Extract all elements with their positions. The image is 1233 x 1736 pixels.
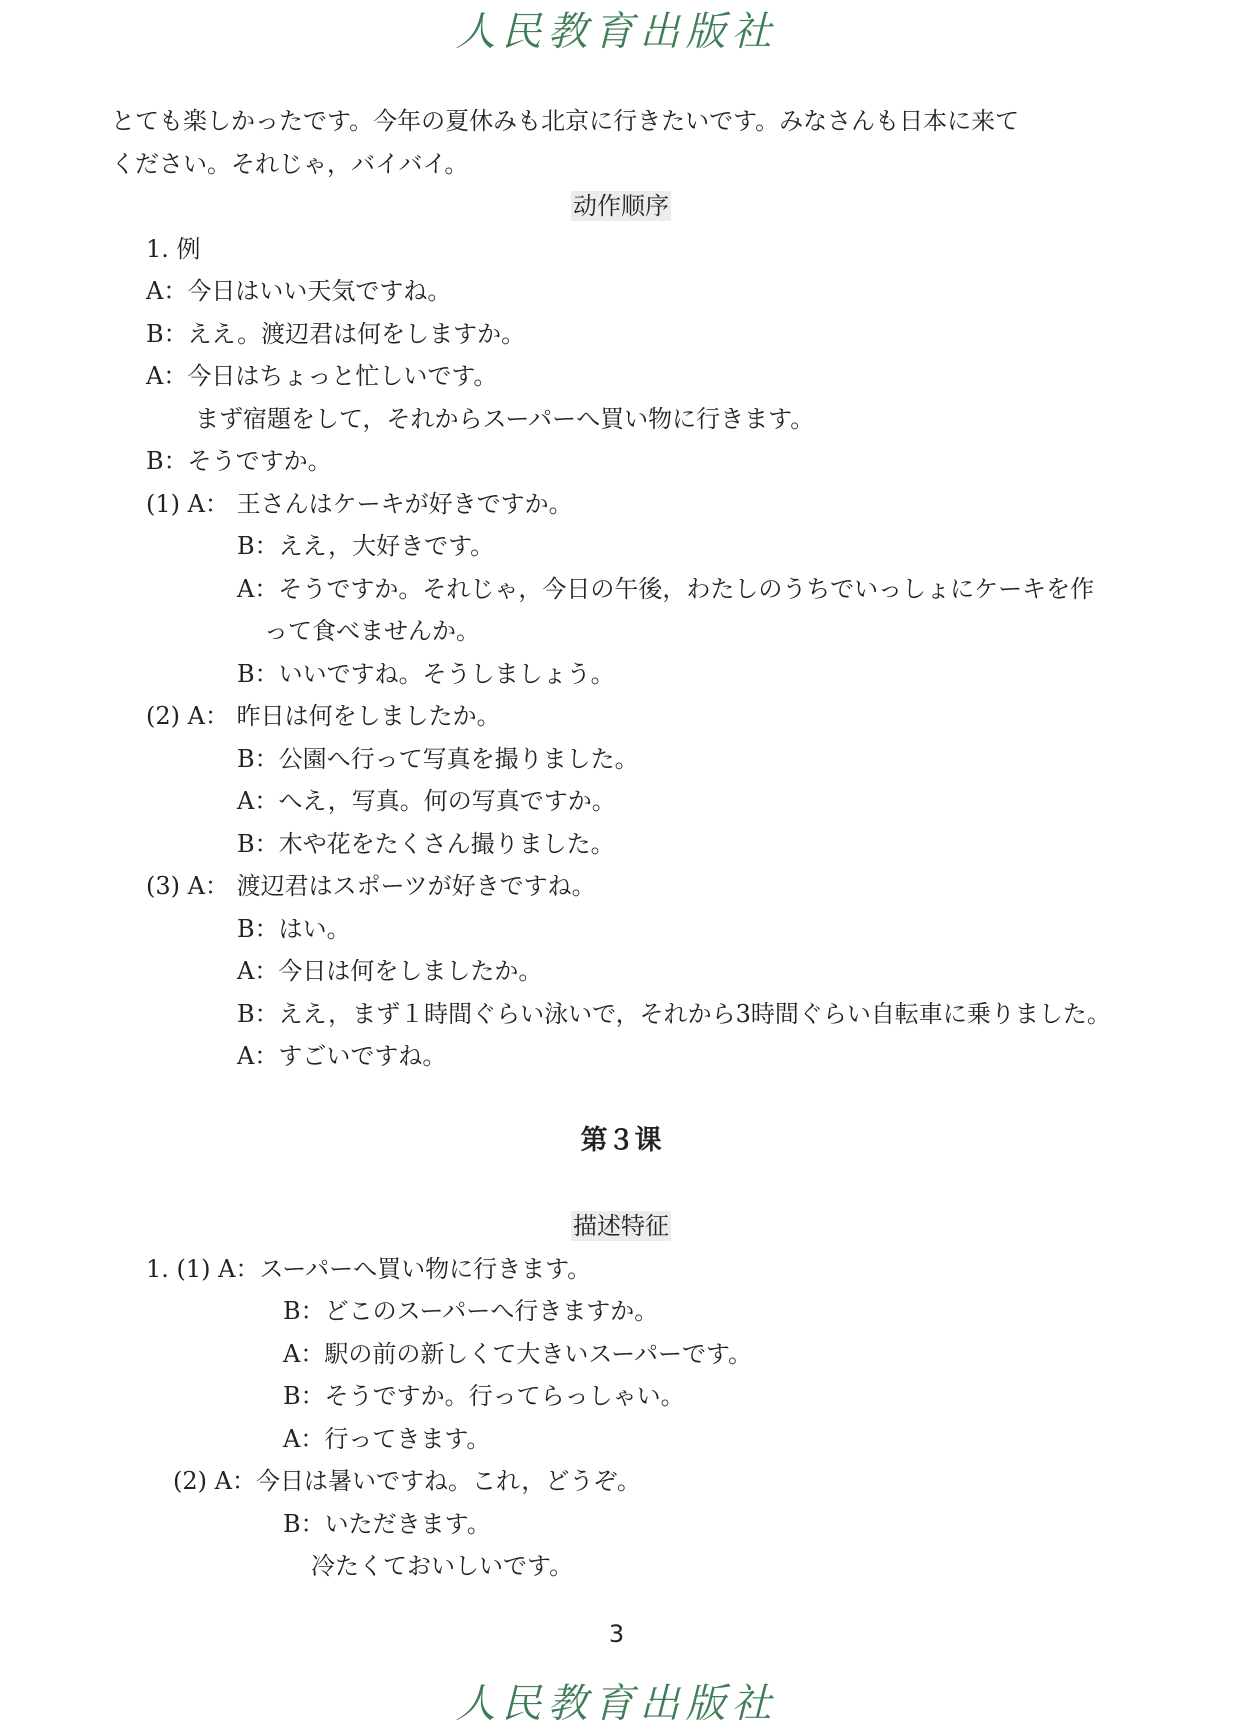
- dialogue-line: A：今日は何をしましたか。: [237, 957, 543, 985]
- dialogue-line: 1. (1) A：スーパーへ買い物に行きます。: [146, 1254, 592, 1283]
- dialogue-line: (1) A： 王さんはケーキが好きですか。: [146, 489, 573, 518]
- dialogue-line: A：今日はいい天気ですね。: [146, 277, 452, 305]
- dialogue-line: B：公園へ行って写真を撮りました。: [237, 744, 639, 773]
- publisher-logo-bottom: 人民教育出版社: [455, 1681, 778, 1727]
- dialogue-line: B：ええ。渡辺君は何をしますか。: [146, 319, 526, 348]
- lesson-title: 第３课: [580, 1125, 662, 1156]
- dialogue-line: A：そうですか。それじゃ，今日の午後，わたしのうちでいっしょにケーキを作: [237, 574, 1095, 603]
- dialogue-line: B：木や花をたくさん撮りました。: [237, 829, 615, 858]
- dialogue-line: B：そうですか。: [146, 447, 332, 475]
- dialogue-line: (2) A：今日は暑いですね。これ，どうぞ。: [173, 1467, 641, 1495]
- section-title: 动作顺序: [573, 192, 669, 220]
- example-label: 1. 例: [146, 234, 201, 263]
- page-number: 3: [608, 1620, 625, 1648]
- dialogue-line: A：へえ，写真。何の写真ですか。: [237, 787, 616, 815]
- dialogue-line: A：行ってきます。: [283, 1424, 491, 1453]
- section-heading-action-order: [111, 185, 1131, 228]
- dialogue-line: B：どこのスーパーへ行きますか。: [283, 1297, 659, 1325]
- dialogue-line: B：ええ，大好きです。: [237, 532, 495, 560]
- dialogue-line: 冷たくておいしいです。: [311, 1552, 574, 1580]
- dialogue-line: (2) A： 昨日は何をしましたか。: [146, 702, 501, 730]
- dialogue-line: B：いいですね。そうしましょう。: [237, 659, 615, 688]
- section-heading-describe-features: [111, 1205, 1131, 1248]
- dialogue-line: って食べませんか。: [264, 617, 480, 645]
- dialogue-line: (3) A： 渡辺君はスポーツが好きですね。: [146, 872, 596, 900]
- dialogue-line: B：そうですか。行ってらっしゃい。: [283, 1382, 685, 1410]
- publisher-logo-top: 人民教育出版社: [455, 9, 778, 55]
- dialogue-line: B：ええ，まず１時間ぐらい泳いで，それから3時間ぐらい自転車に乗りました。: [237, 999, 1111, 1028]
- dialogue-line: B：はい。: [237, 914, 351, 943]
- intro-line-2: ください。それじゃ，バイバイ。: [111, 149, 469, 178]
- intro-line-1: とても楽しかったです。今年の夏休みも北京に行きたいです。みなさんも日本に来て: [111, 107, 1020, 135]
- document-body: [111, 100, 1131, 1588]
- section-title: 描述特征: [573, 1212, 669, 1240]
- dialogue-line: A：駅の前の新しくて大きいスーパーです。: [283, 1339, 753, 1368]
- dialogue-line: A：すごいですね。: [237, 1042, 447, 1070]
- dialogue-line: A：今日はちょっと忙しいです。: [146, 362, 498, 390]
- dialogue-line: まず宿題をして，それからスーパーへ買い物に行きます。: [195, 404, 815, 433]
- dialogue-line: B：いただきます。: [283, 1509, 491, 1538]
